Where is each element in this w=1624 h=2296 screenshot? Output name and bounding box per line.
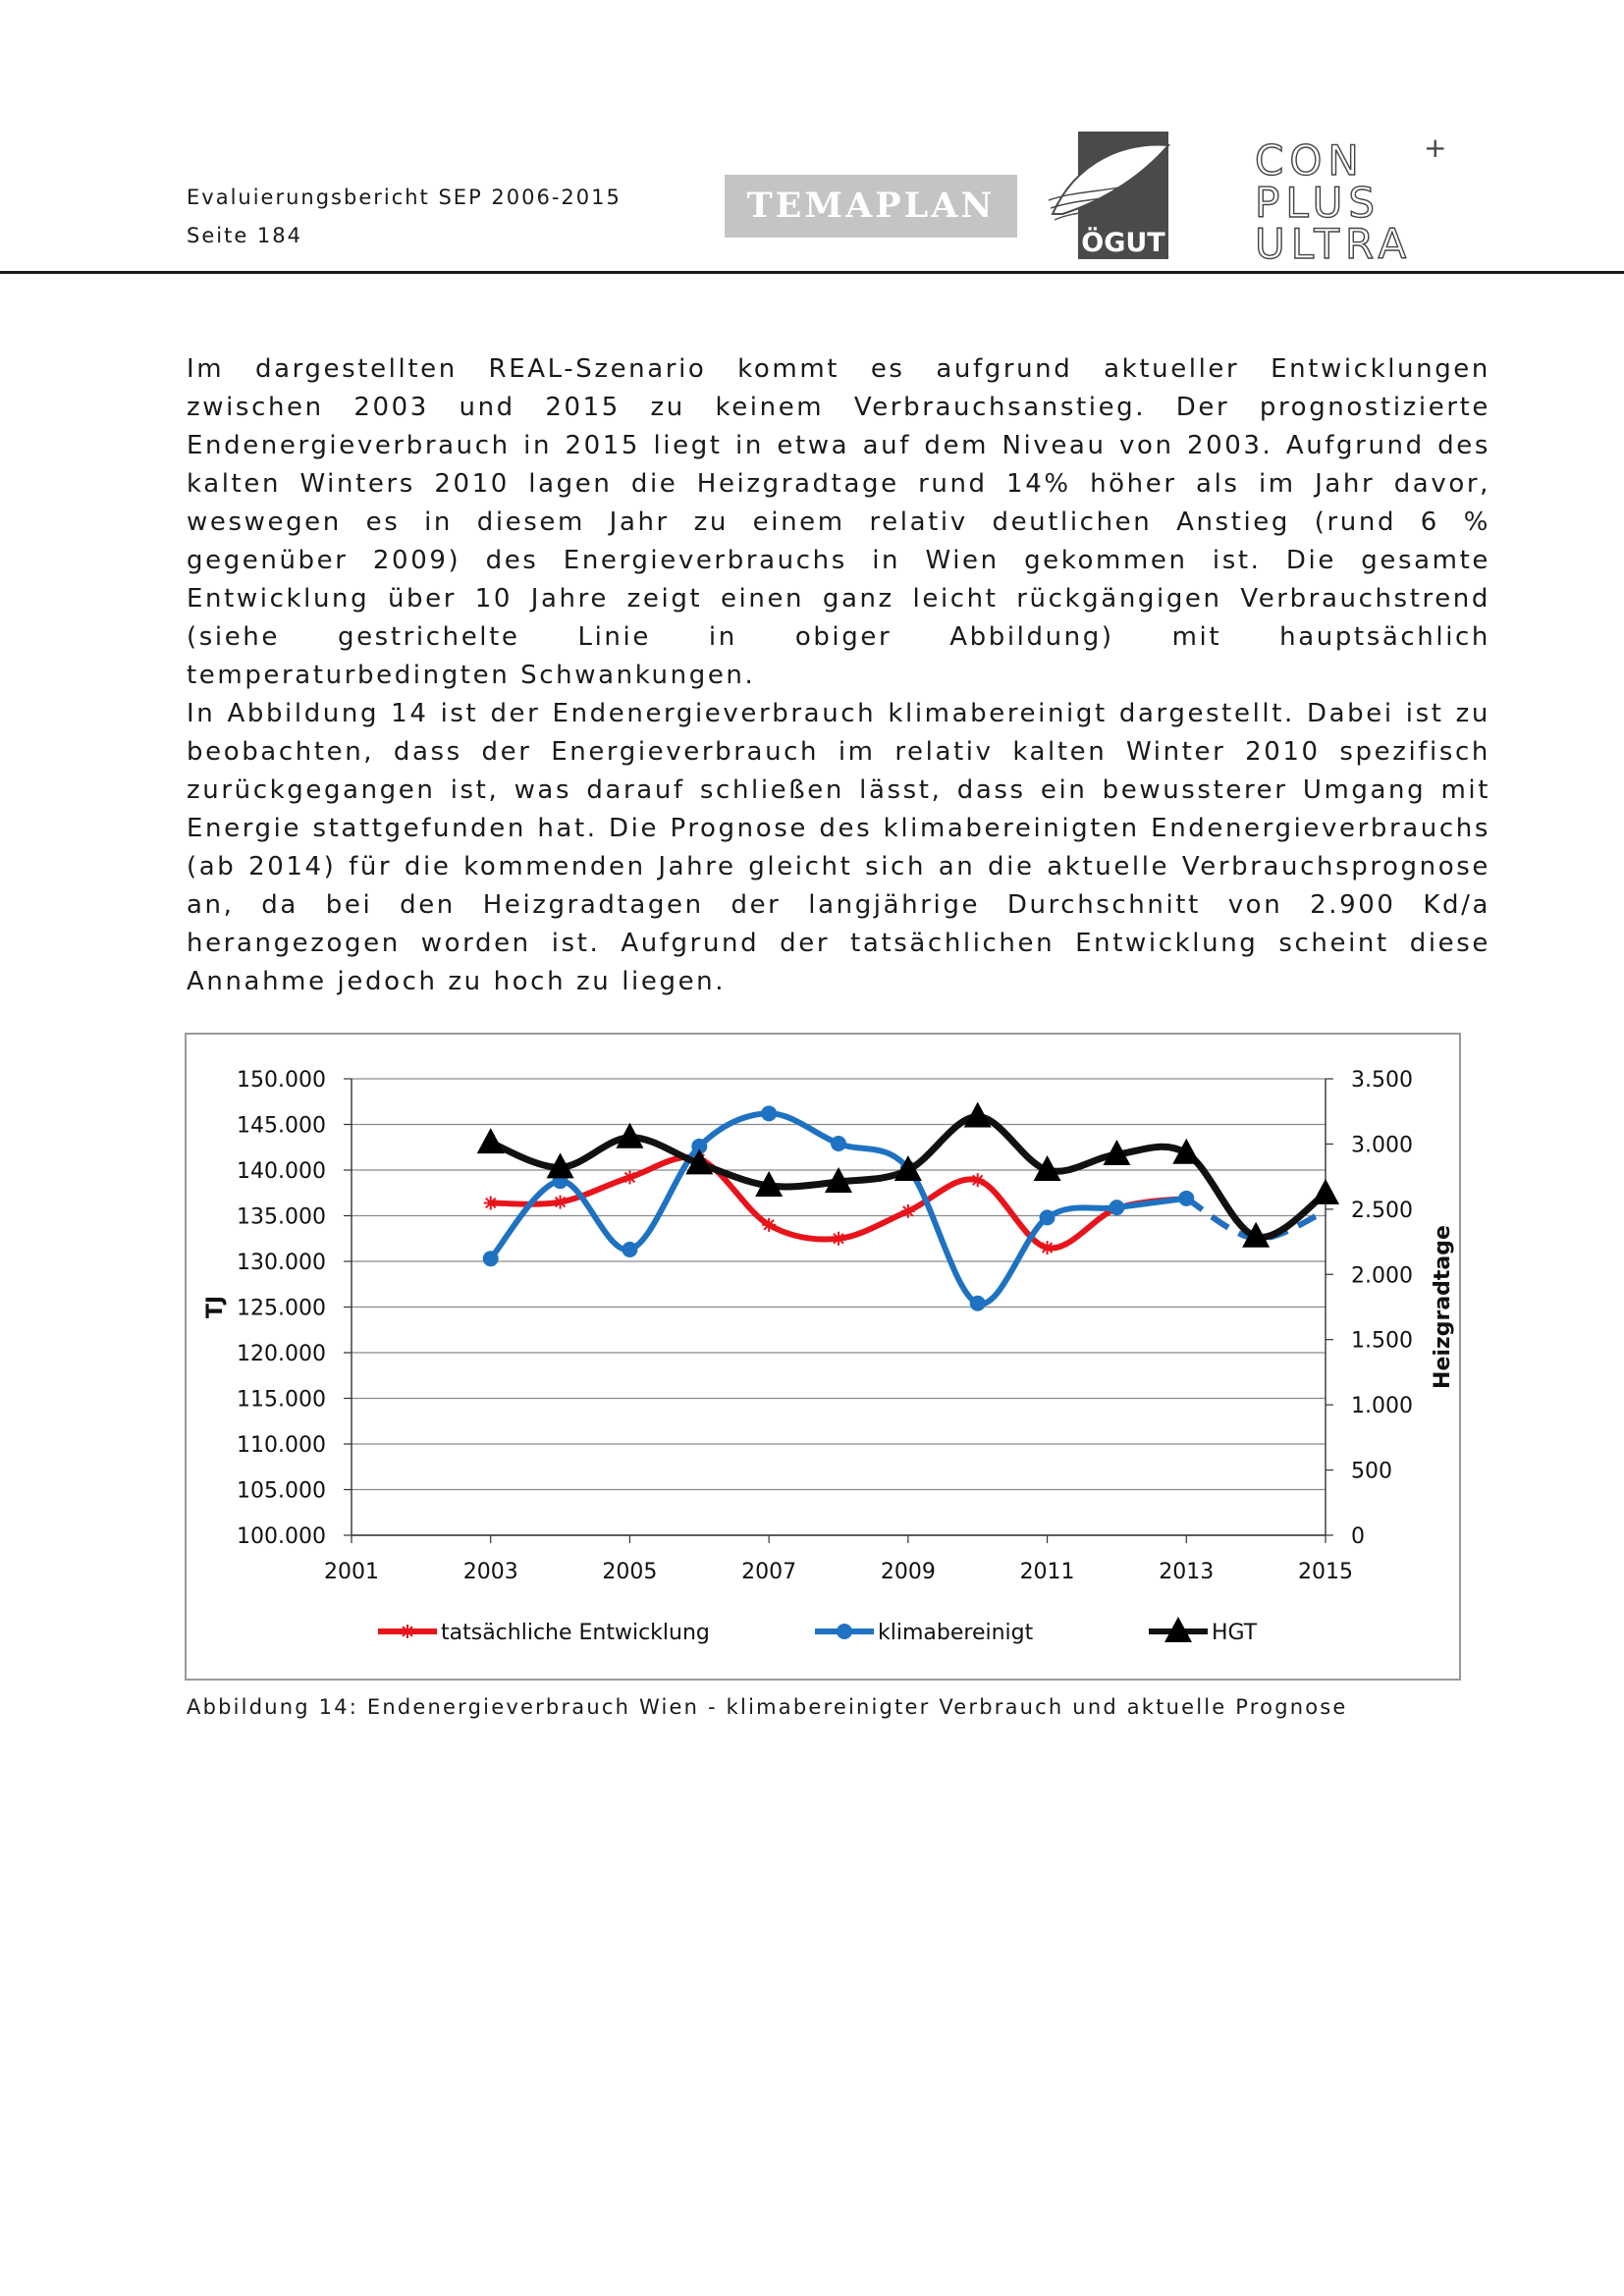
x-tick-label: 2009	[880, 1560, 936, 1584]
paragraph-2: In Abbildung 14 ist der Endenergieverbrauch klimabereinigt dargestellt. Dabei ist zu beobachten, dass der Energieverbrauch im relativ kalten Winter 2010 spezifisch zurückgegangen ist, was darauf schließen lässt, dass ein bewussterer Umgang mit Energie stattgefunden hat. Die Prognose des klimabereinigten Endenergieverbrauchs (ab 2014) für die kommenden Jahre gleicht sich an die aktuelle Verbrauchsprognose an, da bei den Heizgradtagen der langjährige Durchschnitt von 2.900 Kd/a herangezogen worden ist. Aufgrund der tatsächlichen Entwicklung scheint diese Annahme jedoch zu hoch zu liegen.	[187, 699, 1490, 996]
paragraph-1: Im dargestellten REAL-Szenario kommt es aufgrund aktueller Entwicklungen zwischen 2003 und 2015 zu keinem Verbrauchsanstieg. Der prognostizierte Endenergieverbrauch in 2015 liegt in etwa auf dem Niveau von 2003. Aufgrund des kalten Winters 2010 lagen die Heizgradtage rund 14% höher als im Jahr davor, weswegen es in diesem Jahr zu einem relativ deutlichen Anstieg (rund 6 % gegenüber 2009) des Energieverbrauchs in Wien gekommen ist. Die gesamte Entwicklung über 10 Jahre zeigt einen ganz leicht rückgängigen Verbrauchstrend (siehe gestrichelte Linie in obiger Abbildung) mit hauptsächlich temperaturbedingten Schwankungen.	[187, 354, 1490, 690]
data-point	[1109, 1200, 1124, 1215]
legend-marker	[401, 1625, 414, 1638]
chart-series	[477, 1102, 1339, 1311]
y-tick-label: 100.000	[237, 1524, 326, 1549]
y2-tick-label: 2.000	[1351, 1263, 1413, 1289]
data-point	[1178, 1191, 1194, 1206]
x-tick-label: 2003	[462, 1560, 518, 1584]
legend-marker	[837, 1624, 852, 1639]
energy-consumption-chart	[187, 1035, 1459, 1679]
temaplan-logo: TEMAPLAN	[725, 175, 1017, 238]
legend-item-2	[1149, 1617, 1258, 1645]
y-tick-label: 120.000	[237, 1342, 326, 1366]
y-tick-label: 125.000	[237, 1296, 326, 1321]
x-tick-label: 2011	[1019, 1560, 1075, 1584]
series-2	[477, 1102, 1339, 1248]
cpu-line-3: ULTRA	[1255, 220, 1413, 261]
y2-tick-label: 2.500	[1351, 1198, 1413, 1223]
y-tick-label: 150.000	[237, 1068, 326, 1093]
legend-label: klimabereinigt	[878, 1621, 1034, 1645]
y-axis-title: TJ	[203, 1295, 228, 1319]
chart-figure	[185, 1033, 1461, 1681]
ogut-logo-text: ÖGUT	[1081, 228, 1165, 258]
data-point	[554, 1196, 568, 1209]
page-header	[0, 0, 1624, 275]
y2-tick-label: 3.500	[1351, 1068, 1413, 1093]
report-title: Evaluierungsbericht SEP 2006-2015	[187, 186, 622, 209]
data-point	[622, 1242, 637, 1257]
data-point	[832, 1232, 845, 1246]
page-number: Seite 184	[187, 224, 302, 247]
header-divider	[0, 271, 1624, 274]
data-point	[1312, 1179, 1339, 1204]
ogut-logo	[1047, 132, 1174, 259]
legend-label: tatsächliche Entwicklung	[441, 1621, 710, 1645]
x-tick-label: 2015	[1298, 1560, 1353, 1584]
chart-axes	[203, 1068, 1455, 1584]
y2-tick-label: 1.500	[1351, 1328, 1413, 1354]
cpu-plus: +	[1424, 133, 1447, 164]
header-text	[187, 179, 622, 255]
y-tick-label: 145.000	[237, 1113, 326, 1139]
data-point	[483, 1251, 499, 1266]
cpu-line-1: CON	[1255, 136, 1365, 185]
y-tick-label: 140.000	[237, 1159, 326, 1184]
chart-legend	[378, 1617, 1258, 1645]
legend-item-0	[378, 1621, 710, 1645]
data-point	[970, 1296, 986, 1311]
data-point	[761, 1105, 777, 1121]
y-tick-label: 135.000	[237, 1204, 326, 1230]
y-tick-label: 115.000	[237, 1387, 326, 1413]
x-tick-label: 2013	[1159, 1560, 1215, 1584]
y2-axis-title: Heizgradtage	[1431, 1225, 1455, 1389]
legend-item-1	[815, 1621, 1034, 1645]
x-tick-label: 2001	[324, 1560, 379, 1584]
y2-tick-label: 3.000	[1351, 1133, 1413, 1158]
data-point	[484, 1196, 498, 1209]
y-tick-label: 130.000	[237, 1251, 326, 1275]
legend-label: HGT	[1212, 1621, 1258, 1645]
figure-caption: Abbildung 14: Endenergieverbrauch Wien - klimabereinigter Verbrauch und aktuelle Prognose	[187, 1695, 1348, 1719]
y-tick-label: 105.000	[237, 1478, 326, 1504]
x-tick-label: 2005	[602, 1560, 658, 1584]
y2-tick-label: 500	[1351, 1459, 1392, 1484]
data-point	[762, 1218, 776, 1232]
data-point	[1040, 1209, 1056, 1225]
y2-tick-label: 1.000	[1351, 1394, 1413, 1419]
y-tick-label: 110.000	[237, 1433, 326, 1458]
data-point	[964, 1102, 992, 1128]
data-point	[477, 1128, 505, 1153]
cpu-line-2: PLUS	[1255, 179, 1381, 227]
data-point	[831, 1136, 846, 1151]
data-point	[623, 1170, 636, 1184]
conplusultra-logo	[1249, 133, 1455, 261]
data-point	[1041, 1241, 1055, 1255]
y2-tick-label: 0	[1351, 1524, 1365, 1549]
data-point	[901, 1204, 915, 1218]
x-tick-label: 2007	[741, 1560, 797, 1584]
data-point	[971, 1173, 985, 1187]
